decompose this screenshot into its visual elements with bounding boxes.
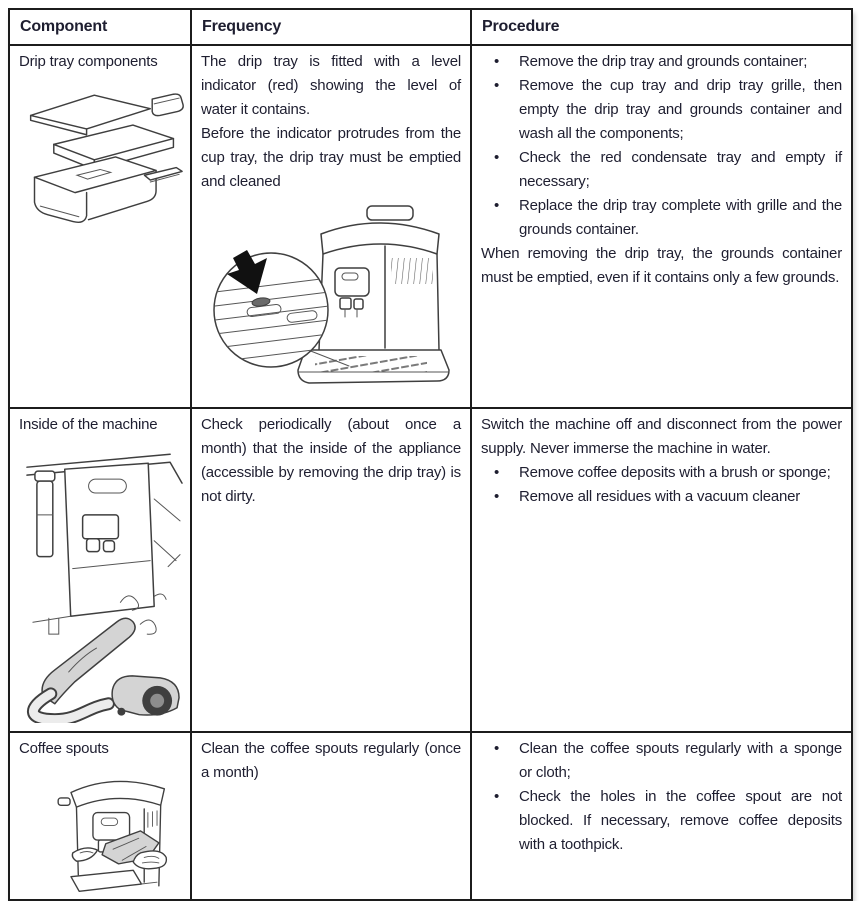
- frequency-text: Clean the coffee spouts regularly (once a month): [201, 740, 461, 781]
- header-procedure: Procedure: [471, 9, 852, 45]
- procedure-step: • Replace the drip tray complete with grille and the grounds container.: [481, 194, 842, 242]
- procedure-step: • Check the red condensate tray and empty if necessary;: [481, 146, 842, 194]
- header-component: Component: [9, 9, 191, 45]
- cell-component-spouts: [9, 732, 191, 900]
- procedure-step: • Clean the coffee spouts regularly with a sponge or cloth;: [481, 737, 842, 785]
- cell-frequency-inside: [191, 408, 471, 732]
- cell-procedure-spouts: [471, 732, 852, 900]
- coffee-machine-indicator-illustration: [199, 200, 461, 398]
- frequency-text: Check periodically (about once a month) that the inside of the appliance (accessible by removing the drip tray) is not dirty.: [201, 416, 461, 505]
- hand: [133, 851, 166, 869]
- cell-frequency-drip-tray: [191, 45, 471, 408]
- wiping-spouts-illustration: [45, 765, 183, 895]
- cell-frequency-spouts: [191, 732, 471, 900]
- cell-component-inside: [9, 408, 191, 732]
- drip-tray-exploded-illustration: [21, 82, 185, 228]
- procedure-step: • Remove the drip tray and grounds container;: [481, 50, 842, 74]
- procedure-intro: Switch the machine off and disconnect from the power supply. Never immerse the machine in water.: [481, 416, 842, 457]
- table-row: [9, 408, 852, 732]
- procedure-step: • Remove the cup tray and drip tray grille, then empty the drip tray and grounds container and wash all the components;: [481, 74, 842, 146]
- cell-procedure-inside: [471, 408, 852, 732]
- table-row: [9, 45, 852, 408]
- header-frequency: Frequency: [191, 9, 471, 45]
- maintenance-table: [8, 8, 853, 901]
- frequency-text: Before the indicator protrudes from the cup tray, the drip tray must be emptied and cleaned: [201, 125, 461, 190]
- hand: [72, 848, 97, 861]
- cell-component-drip-tray: [9, 45, 191, 408]
- procedure-note: When removing the drip tray, the grounds container must be emptied, even if it contains only a few grounds.: [481, 245, 842, 286]
- procedure-list: [481, 737, 842, 857]
- frequency-text: The drip tray is fitted with a level indicator (red) showing the level of water it contains.: [201, 53, 461, 118]
- component-label: Inside of the machine: [19, 416, 158, 433]
- header-row: [9, 9, 852, 45]
- procedure-step: • Remove coffee deposits with a brush or sponge;: [481, 461, 842, 485]
- procedure-list: [481, 50, 842, 242]
- procedure-list: [481, 461, 842, 509]
- procedure-step: • Check the holes in the coffee spout are not blocked. If necessary, remove coffee deposits with a toothpick.: [481, 785, 842, 857]
- component-label: Drip tray components: [19, 53, 158, 70]
- cell-procedure-drip-tray: [471, 45, 852, 408]
- vacuum-cleaning-illustration: [21, 439, 185, 723]
- table-row: [9, 732, 852, 900]
- component-label: Coffee spouts: [19, 740, 109, 757]
- procedure-step: • Remove all residues with a vacuum cleaner: [481, 485, 842, 509]
